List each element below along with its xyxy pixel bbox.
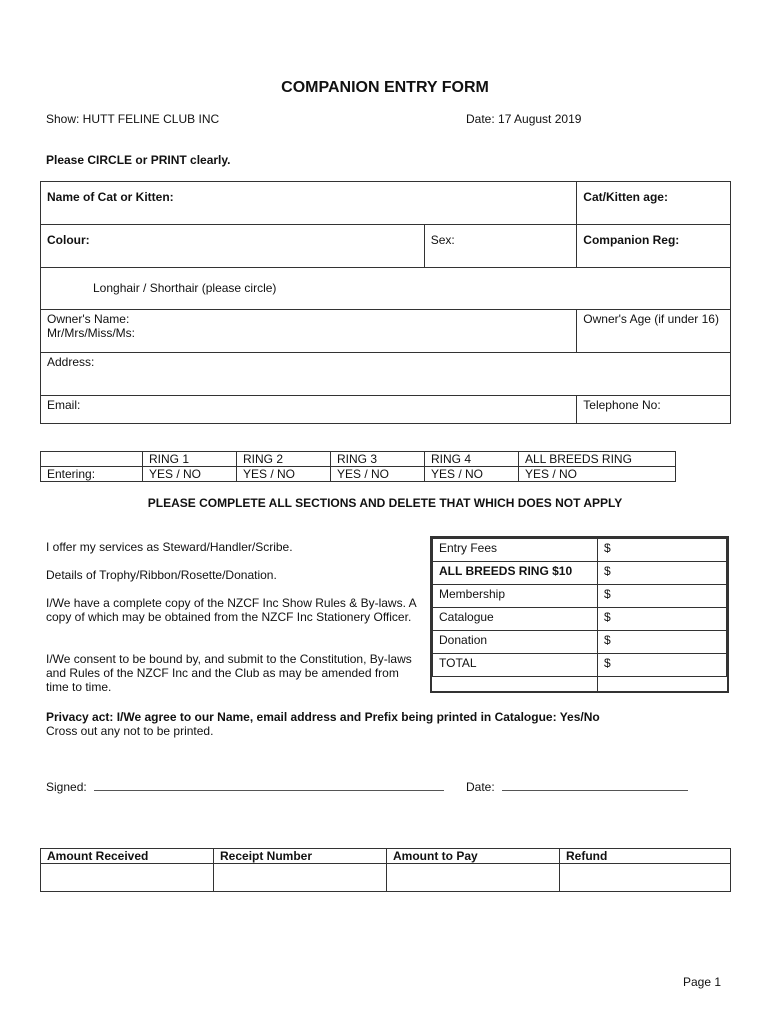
cat-details-table: [40, 181, 731, 424]
ring-choice[interactable]: YES / NO: [425, 467, 519, 482]
trophy-details: Details of Trophy/Ribbon/Rosette/Donation.: [46, 568, 277, 582]
fee-value[interactable]: $: [598, 631, 727, 654]
signed-date-line[interactable]: [502, 780, 688, 791]
telephone-label: Telephone No:: [583, 398, 661, 412]
age-cell[interactable]: [577, 182, 731, 225]
address-cell[interactable]: [41, 353, 731, 396]
colour-cell[interactable]: [41, 225, 425, 268]
owner-name-cell[interactable]: [41, 310, 577, 353]
fees-table: [432, 538, 727, 677]
signed-label: Signed:: [46, 780, 87, 794]
name-cell[interactable]: [41, 182, 577, 225]
ring-header: RING 1: [143, 452, 237, 467]
sex-cell[interactable]: [424, 225, 577, 268]
telephone-cell[interactable]: [577, 396, 731, 424]
fee-label: TOTAL: [433, 654, 598, 677]
sex-label: Sex:: [430, 233, 455, 247]
fee-label: Entry Fees: [433, 539, 598, 562]
owner-title-label: Mr/Mrs/Miss/Ms:: [47, 326, 135, 340]
amounts-table: [40, 848, 731, 892]
age-label: Cat/Kitten age:: [583, 190, 668, 204]
email-label: Email:: [47, 398, 81, 412]
consent-statement: I/We consent to be bound by, and submit to the Constitution, By-laws and Rules of the NZCF Inc and the Club as may be amended from time to time.: [46, 652, 412, 694]
colour-label: Colour:: [47, 233, 90, 247]
amount-header: Receipt Number: [214, 849, 387, 864]
ring-choice[interactable]: YES / NO: [519, 467, 676, 482]
fee-value[interactable]: $: [598, 654, 727, 677]
amount-header: Amount Received: [41, 849, 214, 864]
ring-header: RING 2: [237, 452, 331, 467]
amount-received-cell[interactable]: [41, 864, 214, 892]
amount-header: Refund: [560, 849, 731, 864]
show-line: Show: HUTT FELINE CLUB INC: [46, 112, 220, 126]
fee-label: Membership: [433, 585, 598, 608]
rings-corner: [41, 452, 143, 467]
fee-value[interactable]: $: [598, 539, 727, 562]
signed-date-row: [466, 780, 688, 794]
ring-choice[interactable]: YES / NO: [331, 467, 425, 482]
fee-value[interactable]: $: [598, 562, 727, 585]
fee-label: Catalogue: [433, 608, 598, 631]
ring-header: ALL BREEDS RING: [519, 452, 676, 467]
amount-to-pay-cell[interactable]: [387, 864, 560, 892]
privacy-note: Cross out any not to be printed.: [46, 724, 214, 738]
receipt-number-cell[interactable]: [214, 864, 387, 892]
refund-cell[interactable]: [560, 864, 731, 892]
privacy-consent: Privacy act: I/We agree to our Name, email address and Prefix being printed in Catalogue: Yes/No: [46, 710, 600, 724]
email-cell[interactable]: [41, 396, 577, 424]
instruction: Please CIRCLE or PRINT clearly.: [46, 153, 231, 167]
ring-choice[interactable]: YES / NO: [143, 467, 237, 482]
name-label: Name of Cat or Kitten:: [47, 190, 174, 204]
page-number: Page 1: [683, 975, 722, 989]
amount-header: Amount to Pay: [387, 849, 560, 864]
ring-header: RING 3: [331, 452, 425, 467]
fee-label: ALL BREEDS RING $10: [433, 562, 598, 585]
owner-age-cell[interactable]: [577, 310, 731, 353]
rules-statement: I/We have a complete copy of the NZCF Inc Show Rules & By-laws. A copy of which may be obtained from the NZCF Inc Stationery Officer.: [46, 596, 416, 624]
fee-value[interactable]: $: [598, 608, 727, 631]
owner-age-label: Owner's Age (if under 16): [583, 312, 719, 326]
entering-label: Entering:: [41, 467, 143, 482]
address-label: Address:: [47, 355, 95, 369]
signature-row: [46, 780, 444, 794]
complete-notice: PLEASE COMPLETE ALL SECTIONS AND DELETE THAT WHICH DOES NOT APPLY: [147, 496, 623, 510]
signed-date-label: Date:: [466, 780, 495, 794]
ring-choice[interactable]: YES / NO: [237, 467, 331, 482]
reg-cell[interactable]: [577, 225, 731, 268]
ring-header: RING 4: [425, 452, 519, 467]
signature-line[interactable]: [94, 780, 444, 791]
rings-table: [40, 451, 676, 482]
steward-offer: I offer my services as Steward/Handler/Scribe.: [46, 540, 293, 554]
page-title: COMPANION ENTRY FORM: [281, 79, 489, 96]
owner-name-label: Owner's Name:: [47, 312, 130, 326]
hair-cell[interactable]: [41, 268, 731, 310]
date-line: Date: 17 August 2019: [466, 112, 582, 126]
fee-value[interactable]: $: [598, 585, 727, 608]
fee-label: Donation: [433, 631, 598, 654]
reg-label: Companion Reg:: [583, 233, 680, 247]
hair-label: Longhair / Shorthair (please circle): [93, 281, 277, 295]
